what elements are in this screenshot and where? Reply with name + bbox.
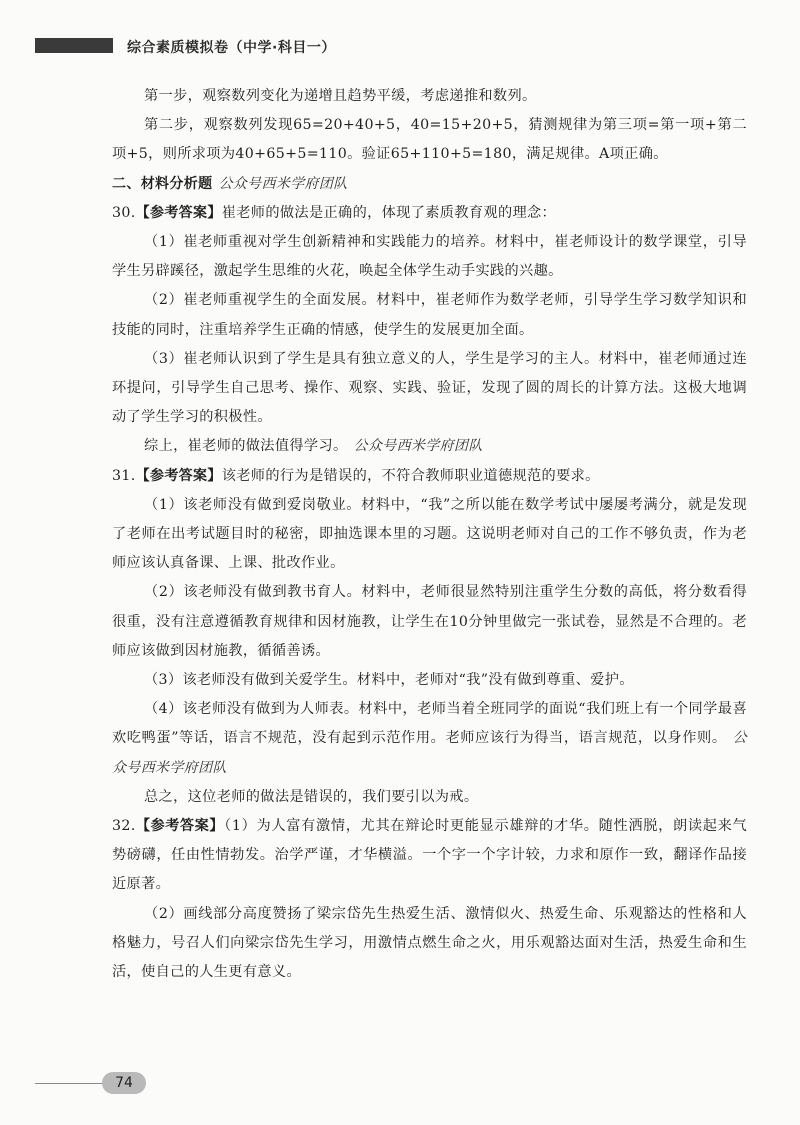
question-number: 30. [112, 204, 136, 221]
question-answer: 32.【参考答案】（1）为人富有激情，尤其在辩论时更能显示雄辩的才华。随性洒脱，朗读起来气势磅礴，任由性情勃发。治学严谨，才华横溢。一个字一个字计较，力求和原作一致，翻译作品接近原著。 [112, 818, 747, 893]
paragraph: 综上，崔老师的做法值得学习。 公众号西米学府团队 [144, 438, 483, 455]
header-title: 综合素质模拟卷（中学·科目一） [127, 40, 336, 56]
watermark-text: 公众号西米学府团队 [353, 438, 483, 455]
paragraph: 第二步，观察数列发现65=20+40+5，40=15+20+5，猜测规律为第三项=第一项+第二项+5，则所求项为40+65+5=110。验证65+110+5=180，满足规律。A项正确。 [112, 117, 747, 163]
paragraph: （3）崔老师认识到了学生是具有独立意义的人，学生是学习的主人。材料中，崔老师通过连环提问，引导学生自己思考、操作、观察、实践、验证，发现了圆的周长的计算方法。这极大地调动了学生学习的积极性。 [112, 350, 747, 426]
answer-label: 【参考答案】 [135, 467, 222, 484]
watermark-text: 公众号西米学府团队 [112, 730, 747, 776]
paragraph: （4）该老师没有做到为人师表。材料中，老师当着全班同学的面说“我们班上有一个同学最喜欢吃鸭蛋”等话，语言不规范，没有起到示范作用。老师应该行为得当，语言规范，以身作则。 公众号西米学府团队 [112, 701, 747, 776]
paragraph: （2）画线部分高度赞扬了梁宗岱先生热爱生活、激情似火、热爱生命、乐观豁达的性格和人格魅力，号召人们向梁宗岱先生学习，用激情点燃生命之火，用乐观豁达面对生活，热爱生命和生活，使自己的人生更有意义。 [112, 905, 747, 981]
footer-rule [35, 1083, 105, 1084]
paragraph: （2）崔老师重视学生的全面发展。材料中，崔老师作为数学老师，引导学生学习数学知识和技能的同时，注重培养学生正确的情感，使学生的发展更加全面。 [112, 292, 747, 338]
answer-label: 【参考答案】 [135, 818, 225, 835]
paragraph: （1）该老师没有做到爱岗敬业。材料中，“我”之所以能在数学考试中屡屡考满分，就是发现了老师在出考试题目时的秘密，即抽选课本里的习题。这说明老师对自己的工作不够负责，作为老师应该认真备课、上课、批改作业。 [112, 496, 747, 572]
paragraph: （1）崔老师重视对学生创新精神和实践能力的培养。材料中，崔老师设计的数学课堂，引导学生另辟蹊径，激起学生思维的火花，唤起全体学生动手实践的兴趣。 [112, 234, 747, 280]
paragraph: 总之，这位老师的做法是错误的，我们要引以为戒。 [144, 788, 479, 805]
paragraph: （2）该老师没有做到教书育人。材料中，老师很显然特别注重学生分数的高低，将分数看得很重，没有注意遵循教育规律和因材施教，让学生在10分钟里做完一张试卷，显然是不合理的。老师应该做到因材施教，循循善诱。 [112, 584, 747, 659]
question-answer: 30.【参考答案】崔老师的做法是正确的，体现了素质教育观的理念： [112, 204, 557, 221]
paragraph: 第一步，观察数列变化为递增且趋势平缓，考虑递推和数列。 [144, 88, 537, 104]
answer-label: 【参考答案】 [135, 204, 222, 221]
page-header [0, 36, 800, 56]
question-number: 32. [112, 818, 136, 835]
header-decor-bar [35, 38, 113, 53]
paragraph: （3）该老师没有做到关爱学生。材料中，老师对“我”没有做到尊重、爱护。 [144, 672, 634, 689]
section-heading [112, 170, 747, 199]
watermark-text: 公众号西米学府团队 [218, 175, 348, 192]
section-title: 二、材料分析题 [112, 175, 213, 192]
answer-content [112, 82, 747, 987]
page-number: 74 [102, 1072, 146, 1094]
question-answer: 31.【参考答案】该老师的行为是错误的，不符合教师职业道德规范的要求。 [112, 467, 600, 484]
question-number: 31. [112, 467, 136, 484]
